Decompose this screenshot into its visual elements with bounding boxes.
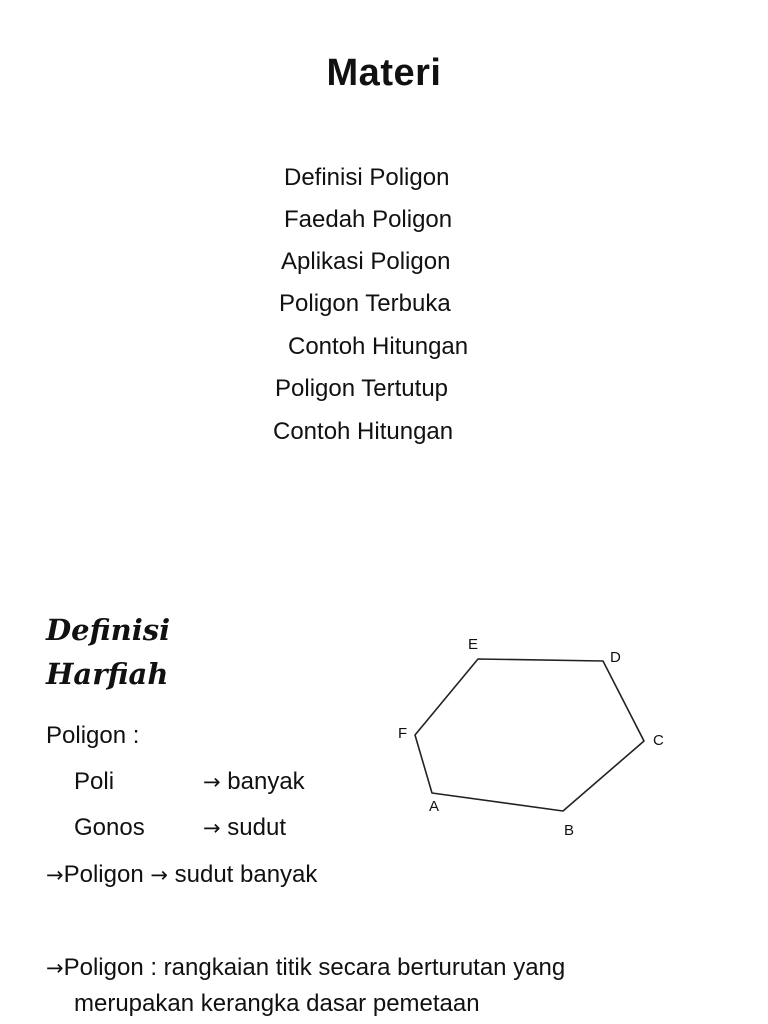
topic-item: Faedah Poligon	[284, 206, 453, 233]
definition-heading	[46, 608, 170, 696]
poligon-label: Poligon :	[46, 722, 140, 749]
vertex-label-a: A	[429, 798, 440, 815]
full-definition-text: Poligon : rangkaian titik secara berturutan yang	[63, 954, 566, 981]
arrow-icon: →	[46, 863, 64, 887]
gonos-term: Gonos	[74, 814, 145, 841]
vertex-label-d: D	[610, 649, 621, 666]
arrow-icon: →	[150, 863, 168, 887]
poli-meaning-row	[203, 768, 305, 796]
topic-item: Contoh Hitungan	[273, 418, 454, 445]
vertex-label-f: F	[398, 725, 408, 742]
topic-item: Aplikasi Poligon	[281, 248, 451, 275]
topic-item: Contoh Hitungan	[288, 333, 469, 360]
gonos-meaning-row	[203, 814, 286, 842]
poligon-word: Poligon	[63, 861, 144, 888]
hexagon-shape	[415, 659, 644, 811]
topic-item: Poligon Terbuka	[279, 290, 451, 317]
poligon-full-definition-line1	[46, 954, 565, 982]
poligon-meaning: sudut banyak	[174, 861, 318, 888]
vertex-label-e: E	[468, 636, 479, 653]
poli-meaning: banyak	[227, 768, 305, 795]
poli-term: Poli	[74, 768, 115, 795]
topic-item: Definisi Poligon	[284, 164, 450, 191]
arrow-icon: →	[203, 770, 221, 794]
definition-heading-line2: Harfiah	[46, 657, 169, 691]
vertex-label-c: C	[653, 732, 664, 749]
definition-heading-line1: Definisi	[46, 613, 171, 647]
poligon-full-definition-line2: merupakan kerangka dasar pemetaan	[74, 990, 480, 1017]
gonos-meaning: sudut	[227, 814, 286, 841]
polygon-diagram	[390, 628, 690, 848]
topic-item: Poligon Tertutup	[275, 375, 449, 402]
page-title: Materi	[326, 52, 442, 94]
poligon-conclusion	[46, 861, 317, 889]
vertex-label-b: B	[564, 822, 575, 839]
arrow-icon: →	[203, 816, 221, 840]
arrow-icon: →	[46, 956, 64, 980]
